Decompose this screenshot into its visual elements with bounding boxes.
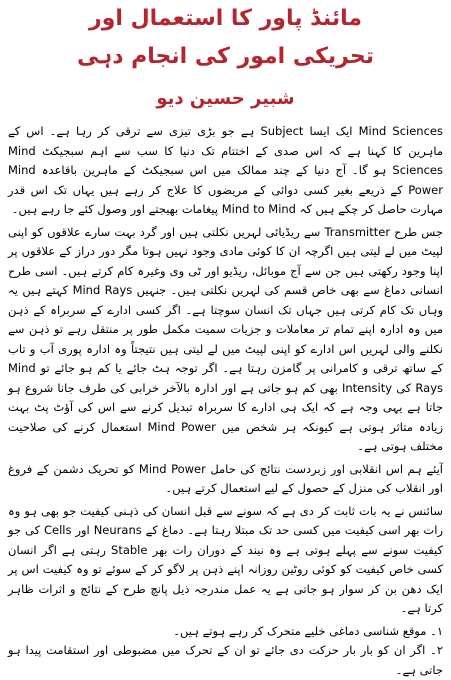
body-paragraph-1: Mind Sciences ایک ایسا Subject ہے جو بڑی تیزی سے ترقی کر رہا ہے۔ اس کے ماہرین کا کہنا ہے کہ اس صدی کے اختتام تک دنیا کا سب سے اہم سبجیکٹ Mind Sciences ہو گا۔ آج دنیا کے چند ممالک میں اس سبجیکٹ کے ماہرین باقاعدہ Mind Power کے ذریعے بغیر کسی دوائی کے مریضوں کا علاج کر رہے ہیں یہاں تک اس قدر مہارت حاصل کر چکے ہیں کہ Mind to Mind پیغامات بھیجتے اور وصول کئے جا رہے ہیں۔	[8, 124, 443, 216]
body-paragraph-2: جس طرح Transmitter سے ریڈیائی لہریں نکلتی ہیں اور گرد بہت سارے علاقوں کو اپنی لپیٹ میں لے لیتی ہیں اگرچہ ان کا کوئی مادی وجود نہیں ہوتا مگر دور دراز کے علاقوں پر اپنا وجود رکھتی ہیں جن سے آج موبائل، ریڈیو اور ٹی وی وغیرہ کام کرتے ہیں۔ اسی طرح انسانی دماغ سے بھی خاص قسم کی لہریں نکلتی ہیں۔ جنہیں Mind Rays کہتے ہیں یہ وہاں تک کام کرتی ہیں جہاں تک انسان سوچتا ہے۔ اگر کسی ادارے کے سربراہ کے ذہن میں وہ ادارہ اپنے تمام تر معاملات و جزیات سمیت مکمل طور پر منتقل رہے تو ذہن سے نکلنے والی لہریں اس ادارے کو اپنی لپیٹ میں لے لیتی ہیں نتیجتاً وہ ادارہ پوری آب و تاب کے ساتھ ترقی و کامرانی پر گامزن رہتا ہے۔ اگر توجہ ہٹ جائے یا کم ہو جائے تو Mind Rays کی Intensity بھی کم ہو جاتی ہے اور ادارہ بالآخر خرابی کی طرف جانا شروع ہو جاتا ہے یہی وجہ ہے کہ ایک ہی ادارے کا سربراہ تبدیل کرنے سے اس کی آؤٹ پٹ بہت زیادہ متاثر ہوتی ہے کیونکہ ہر شخص میں Mind Power استعمال کرنے کی صلاحیت مختلف ہوتی ہے۔	[8, 224, 443, 453]
article-author: شبیر حسین دیو	[156, 88, 295, 109]
list-item-1: ۱۔ موقع شناسی دماغی خلیے متحرک کر رہے ہوتے ہیں۔	[173, 623, 443, 638]
list-item-2: ۲۔ اگر ان کو بار بار حرکت دی جائے تو ان کے تحرک میں مضبوطی اور استقامت پیدا ہو جاتی ہے۔	[8, 643, 443, 677]
article-body	[8, 122, 443, 680]
body-paragraph-3: آیئے ہم اس انقلابی اور زبردست نتائج کی حامل Mind Power کو تحریک دشمن کے فروغ اور انقلاب کی منزل کے حصول کے لیے استعمال کرتے ہیں۔	[8, 461, 443, 495]
article-title-line2: تحریکی امور کی انجام دہی	[77, 44, 374, 69]
body-paragraph-4: سائنس نے یہ بات ثابت کر دی ہے کہ سونے سے قبل انسان کی ذہنی کیفیت جو بھی ہو وہ رات بھر اسی کیفیت میں کسی حد تک مبتلا رہتا ہے۔ دماغ کے Neurans اور Cells کی جو کیفیت سونے سے پہلے ہوتی ہے وہ نیند کے دوران رات بھر Stable رہتی ہے اگر انسان کسی خاص کیفیت کو کوئی روٹین روزانہ اپنے ذہن پر لاگو کر کے سوئے تو وہ کیفیت اس پر ایک دھن بن کر سوار ہو جاتی ہے یہ عمل مندرجہ ذیل پانچ طرح کے نتائج و اثرات ظاہر کرتا ہے۔	[8, 503, 444, 615]
article-title-line1: مائنڈ پاور کا استعمال اور	[89, 6, 362, 31]
